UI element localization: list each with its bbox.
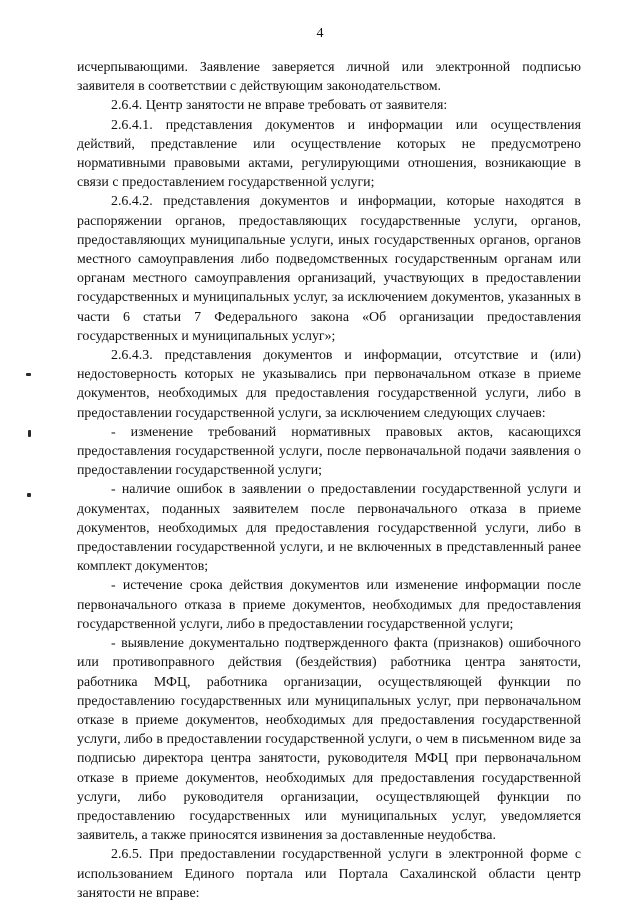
scan-artifact-mark xyxy=(26,373,31,376)
paragraph-2-6-5: 2.6.5. При предоставлении государственной услуги в электронной форме с использованием Единого портала или Портала Сахалинской области центр занятости не вправе: xyxy=(77,847,581,901)
paragraph-continuation: исчерпывающими. Заявление заверяется личной или электронной подписью заявителя в соответствии с действующим законодательством. xyxy=(77,60,581,95)
list-item-requirements-change: - изменение требований нормативных правовых актов, касающихся предоставления государственной услуги, после первоначальной подачи заявления о предоставлении государственной услуги; xyxy=(77,424,581,479)
paragraph-2-6-4-1: 2.6.4.1. представления документов и информации или осуществления действий, представление или осуществление которых не предусмотрено нормативными правовыми актами, регулирующими отношения, возникающие в связи с предоставлением государственной услуги; xyxy=(77,117,581,191)
list-item-erroneous-action: - выявление документально подтвержденного факта (признаков) ошибочного или противоправного действия (бездействия) работника центра занятости, работника МФЦ, работника организации, осуществляющей функции по предоставлению государственных или муниципальных услуг, при первоначальном отказе в приеме документов, необходимых для предоставления государственной услуги, либо в предоставлении государственной услуги, о чем в письменном виде за подписью директора центра занятости, руководителя МФЦ при первоначальном отказе в приеме документов, необходимых для предоставления государственной услуги, либо руководителя организации, осуществляющей функции по предоставлению государственных или муниципальных услуг, уведомляется заявитель, а также приносятся извинения за доставленные неудобства. xyxy=(77,636,581,844)
paragraph-2-6-4: 2.6.4. Центр занятости не вправе требовать от заявителя: xyxy=(111,98,448,114)
scan-artifact-mark xyxy=(27,493,31,497)
list-item-documents-expired: - истечение срока действия документов или изменение информации после первоначального отказа в приеме документов, необходимых для предоставления государственной услуги, либо в предоставлении государственной услуги; xyxy=(77,578,581,632)
scan-artifact-mark xyxy=(28,430,31,437)
paragraph-2-6-4-2: 2.6.4.2. представления документов и информации, которые находятся в распоряжении органов, предоставляющих государственные услуги, органов, предоставляющих муниципальные услуги, иных государственных органов, органов местного самоуправления либо подведомственных государственным органам или органам местного самоуправления организаций, участвующих в предоставлении государственных и муниципальных услуг, за исключением документов, указанных в части 6 статьи 7 Федерального закона «Об организации предоставления государственных и муниципальных услуг»; xyxy=(77,194,581,344)
paragraph-2-6-4-3: 2.6.4.3. представления документов и информации, отсутствие и (или) недостоверность которых не указывались при первоначальном отказе в приеме документов, необходимых для предоставления государственной услуги, либо в предоставлении государственной услуги, за исключением следующих случаев: xyxy=(77,348,581,421)
page-number: 4 xyxy=(316,26,324,41)
document-body xyxy=(77,58,581,903)
list-item-errors-in-application: - наличие ошибок в заявлении о предоставлении государственной услуги и документах, поданных заявителем после первоначального отказа в приеме документов, необходимых для предоставления государственной услуги, либо в предоставлении государственной услуги, и не включенных в представленный ранее комплект документов; xyxy=(77,482,581,575)
